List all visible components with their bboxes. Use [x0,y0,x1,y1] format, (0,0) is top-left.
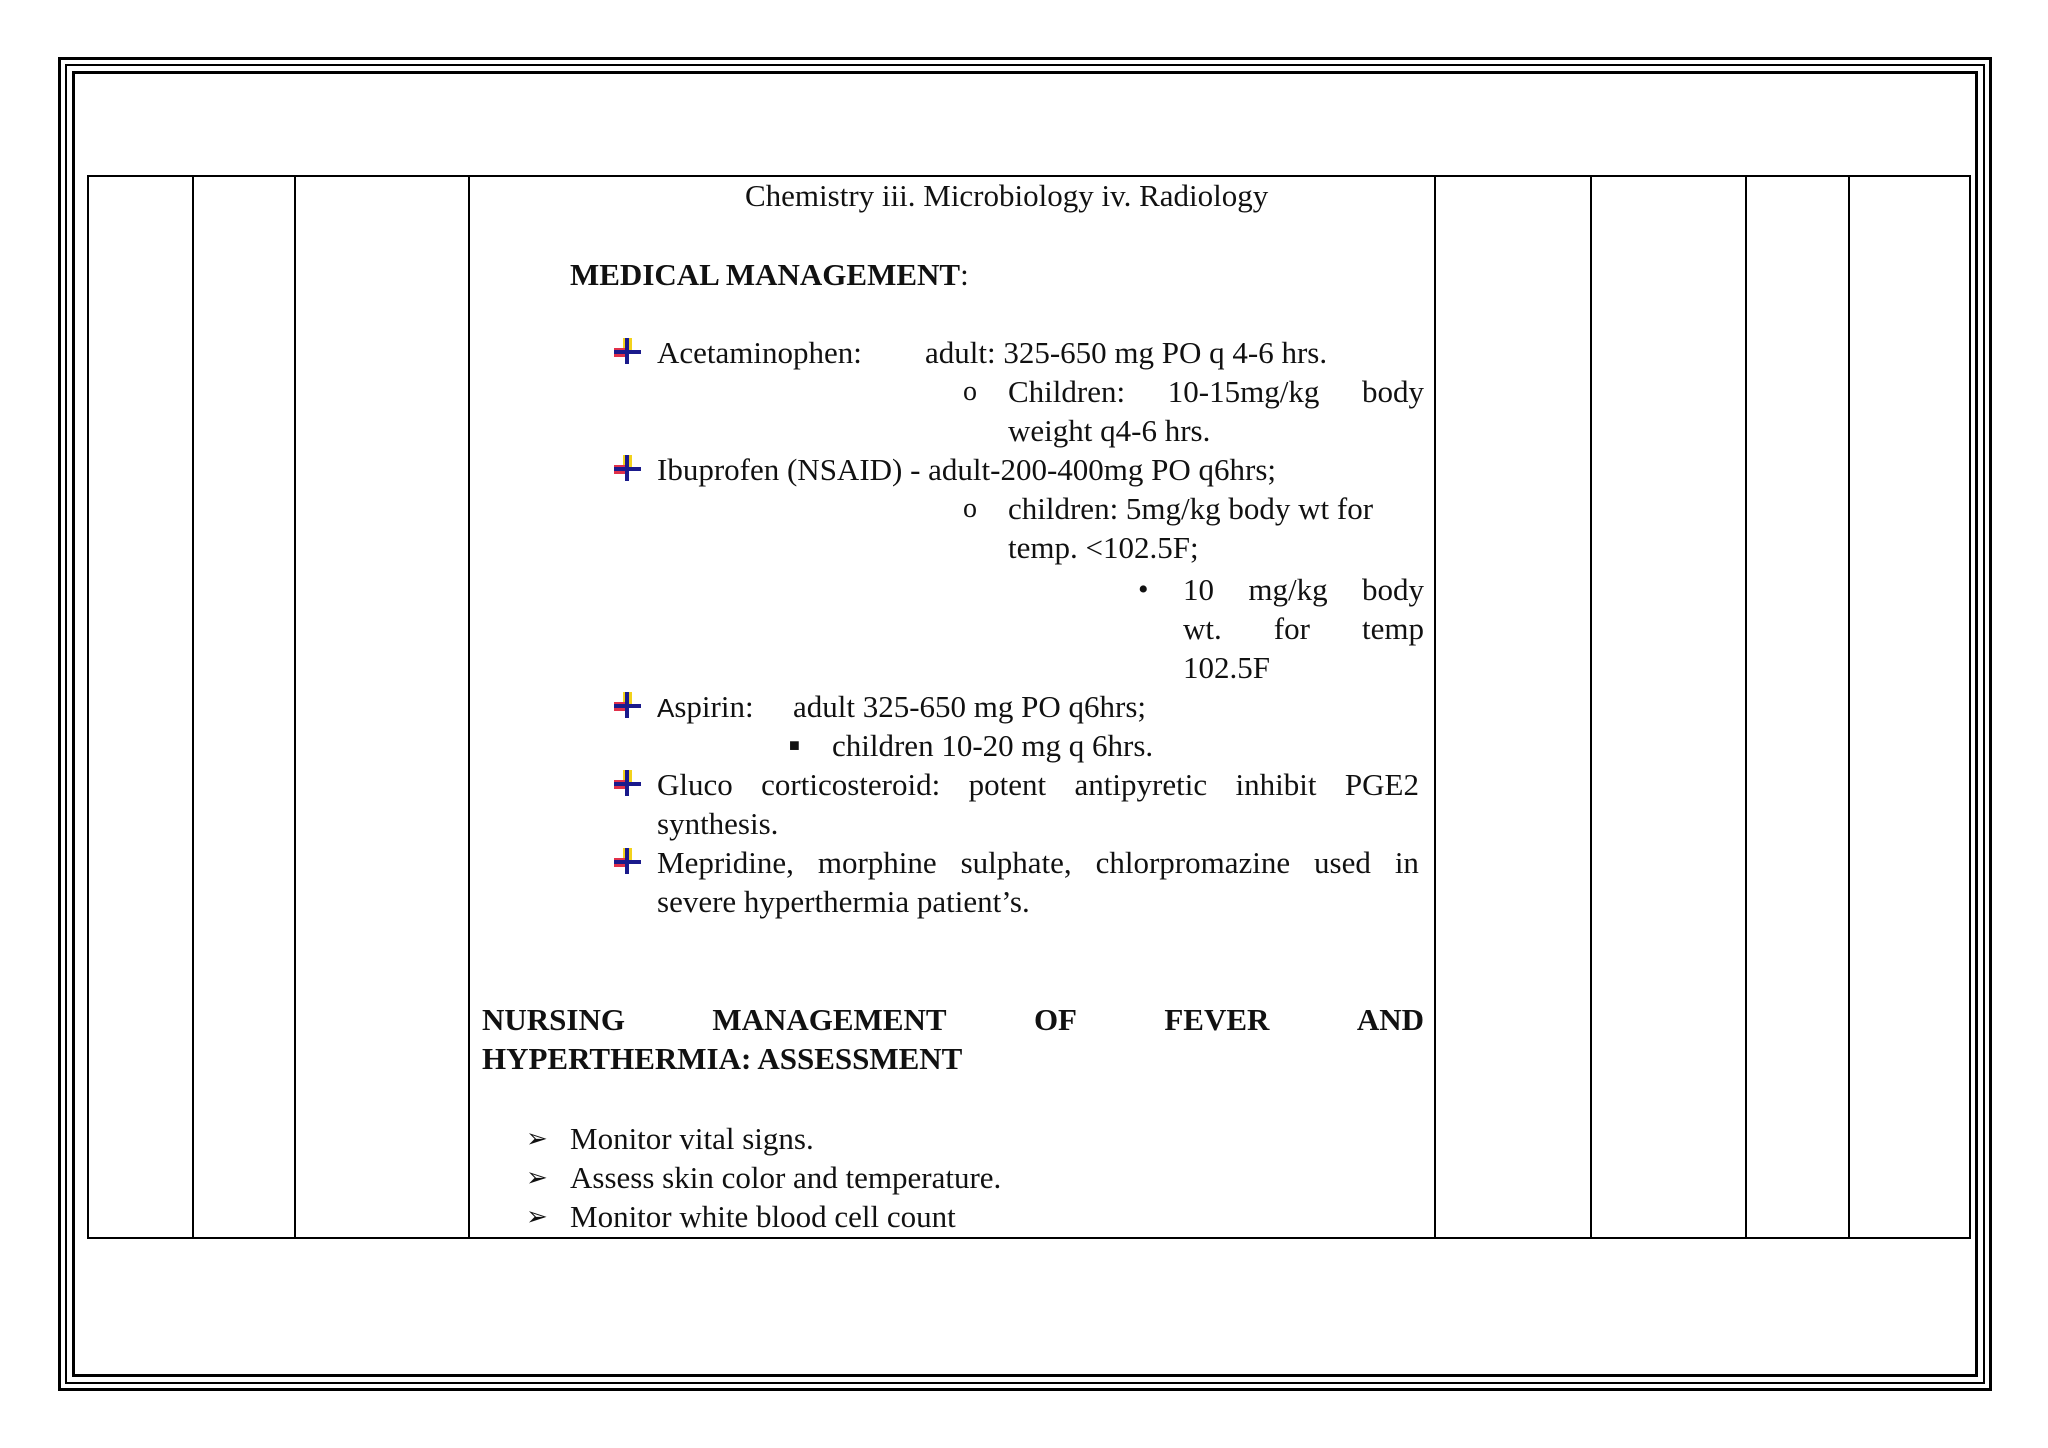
arrow-bullet-icon: ➢ [526,1163,548,1192]
table-column-divider [1590,175,1592,1239]
acetaminophen-label: Acetaminophen: [657,335,862,370]
plus-bullet-icon [612,768,642,798]
ibuprofen-children-dose: children: 5mg/kg body wt for [1008,491,1374,526]
mepridine-item-cont: severe hyperthermia patient’s. [657,884,1030,919]
assessment-item: Monitor vital signs. [570,1121,814,1156]
plus-bullet-icon [612,336,642,366]
glucocorticoid-item: Gluco corticosteroid: potent antipyretic inhibit PGE2 [657,767,1419,802]
table-column-divider [1848,175,1850,1239]
assessment-item: Assess skin color and temperature. [570,1160,1002,1195]
ibuprofen-high-temp-dose-cont: wt. for temp [1183,611,1424,646]
table-column-divider [192,175,194,1239]
mepridine-item: Mepridine, morphine sulphate, chlorpromazine used in [657,845,1419,880]
plus-bullet-icon [612,453,642,483]
square-bullet-icon: ■ [789,735,800,755]
plus-bullet-icon [612,846,642,876]
medical-management-heading: MEDICAL MANAGEMENT: [570,257,969,292]
dot-bullet-icon: • [1138,573,1149,606]
ibuprofen-high-temp-dose: 10 mg/kg body [1183,572,1424,607]
acetaminophen-children-dose: Children: 10-15mg/kg body [1008,374,1424,409]
header-line: Chemistry iii. Microbiology iv. Radiology [745,178,1269,213]
arrow-bullet-icon: ➢ [526,1202,548,1231]
glucocorticoid-item-cont: synthesis. [657,806,779,841]
circle-bullet-icon: o [963,376,977,407]
aspirin-label: Aspirin: [657,689,754,724]
table-column-divider [294,175,296,1239]
ibuprofen-high-temp-value: 102.5F [1183,650,1270,685]
aspirin-adult-dose: adult 325-650 mg PO q6hrs; [793,689,1147,724]
table-column-divider [468,175,470,1239]
circle-bullet-icon: o [963,493,977,524]
arrow-bullet-icon: ➢ [526,1124,548,1153]
ibuprofen-label: Ibuprofen (NSAID) - adult-200-400mg PO q6hrs; [657,452,1277,487]
acetaminophen-adult-dose: adult: 325-650 mg PO q 4-6 hrs. [925,335,1328,370]
assessment-item: Monitor white blood cell count [570,1199,956,1234]
table-column-divider [1745,175,1747,1239]
aspirin-children-dose: children 10-20 mg q 6hrs. [832,728,1154,763]
plus-bullet-icon [612,690,642,720]
acetaminophen-children-dose-cont: weight q4-6 hrs. [1008,413,1211,448]
nursing-management-heading-cont: HYPERTHERMIA: ASSESSMENT [482,1041,963,1076]
ibuprofen-children-dose-cont: temp. <102.5F; [1008,530,1199,565]
table-column-divider [1434,175,1436,1239]
nursing-management-heading: NURSING MANAGEMENT OF FEVER AND [482,1002,1424,1037]
